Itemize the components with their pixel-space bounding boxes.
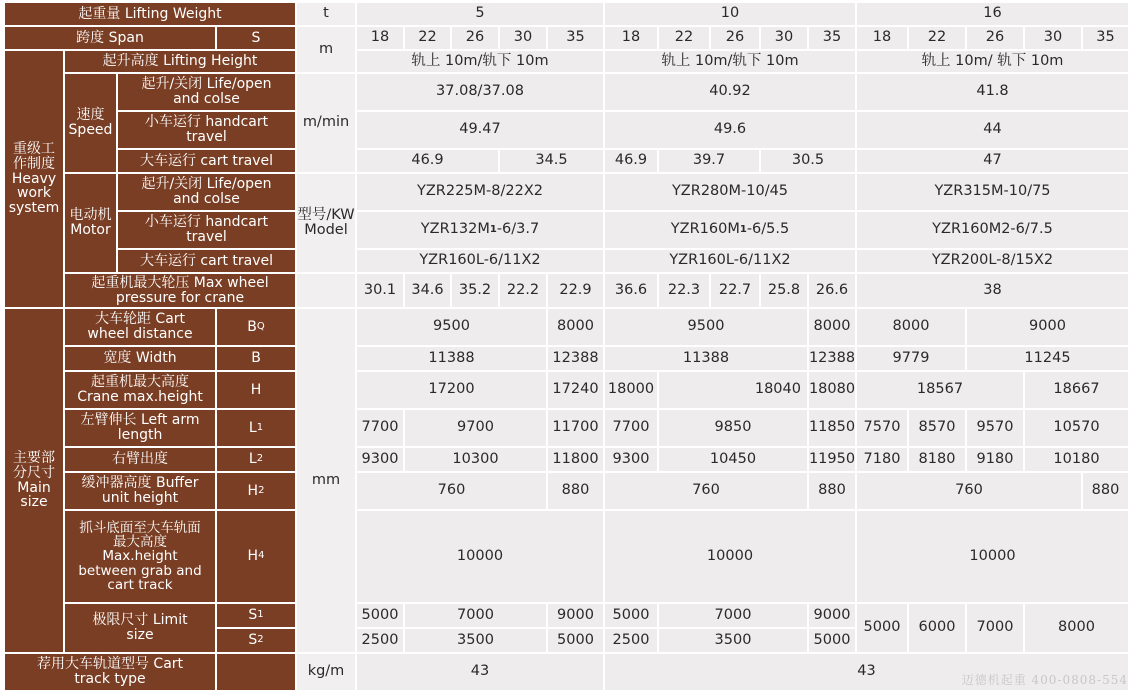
symbol-l2-letter: L xyxy=(248,451,257,468)
header-grab-height: 抓斗底面至大车轨面 最大高度 Max.height between grab and cart track xyxy=(64,510,216,603)
span-cell: 35 xyxy=(1082,26,1129,50)
span-cell: 35 xyxy=(547,26,604,50)
span-cell: 30 xyxy=(1024,26,1082,50)
wheel-pressure-cell: 22.7 xyxy=(710,273,760,308)
wheel-pressure-cell: 25.8 xyxy=(760,273,808,308)
bq-cell: 8000 xyxy=(808,308,856,346)
l1-cell: 11700 xyxy=(547,409,604,447)
l2-cell: 9300 xyxy=(604,447,658,472)
symbol-s1 xyxy=(216,603,296,628)
l1-cell: 8570 xyxy=(908,409,966,447)
header-main-size: 主要部 分尺寸 Main size xyxy=(4,308,64,653)
handcart-speed-5: 49.47 xyxy=(356,111,604,149)
symbol-s2 xyxy=(216,628,296,653)
header-motor: 电动机 Motor xyxy=(64,173,117,273)
h2-cell: 760 xyxy=(356,472,547,510)
cart-speed-cell: 46.9 xyxy=(356,149,499,173)
s1-cell: 5000 xyxy=(356,603,404,628)
lifting-height-10: 轨上 10m/轨下 10m xyxy=(604,50,856,73)
unit-t: t xyxy=(296,2,356,26)
unit-kg-m: kg/m xyxy=(296,653,356,691)
symbol-s1-letter: S xyxy=(248,607,258,624)
b-cell: 12388 xyxy=(547,346,604,371)
watermark: 迈德机起重 400-0808-554 xyxy=(961,672,1128,687)
span-cell: 30 xyxy=(499,26,547,50)
h4-5: 10000 xyxy=(356,510,604,603)
symbol-h: H xyxy=(216,371,296,409)
handcart-motor-10-b: -6/5.5 xyxy=(746,221,790,238)
symbol-s2-sub: 2 xyxy=(257,634,264,646)
bq-cell: 9500 xyxy=(356,308,547,346)
hoist-motor-16: YZR315M-10/75 xyxy=(856,173,1129,211)
span-cell: 26 xyxy=(966,26,1024,50)
handcart-motor-5-sub: 1 xyxy=(489,223,497,235)
l2-cell: 11800 xyxy=(547,447,604,472)
handcart-motor-5-b: -6/3.7 xyxy=(496,221,540,238)
l2-cell: 9300 xyxy=(356,447,404,472)
hoist-speed-16: 41.8 xyxy=(856,73,1129,111)
wheel-pressure-cell: 30.1 xyxy=(356,273,404,308)
s-16-cell: 8000 xyxy=(1024,603,1129,653)
l2-cell: 10300 xyxy=(404,447,547,472)
cart-speed-cell: 39.7 xyxy=(658,149,760,173)
s2-cell: 5000 xyxy=(808,628,856,653)
wheel-pressure-cell: 22.3 xyxy=(658,273,710,308)
s1-cell: 7000 xyxy=(658,603,808,628)
weight-10: 10 xyxy=(604,2,856,26)
weight-16: 16 xyxy=(856,2,1129,26)
header-cart-wheel-distance: 大车轮距 Cart wheel distance xyxy=(64,308,216,346)
l2-cell: 9180 xyxy=(966,447,1024,472)
symbol-h4 xyxy=(216,510,296,603)
s1-cell: 9000 xyxy=(808,603,856,628)
header-motor-hoist: 起升/关闭 Life/open and colse xyxy=(117,173,296,211)
s-16-cell: 7000 xyxy=(966,603,1024,653)
bq-cell: 8000 xyxy=(856,308,966,346)
l2-cell: 7180 xyxy=(856,447,908,472)
header-speed-hoist: 起升/关闭 Life/open and colse xyxy=(117,73,296,111)
span-cell: 18 xyxy=(356,26,404,50)
weight-5: 5 xyxy=(356,2,604,26)
cart-motor-10: YZR160L-6/11X2 xyxy=(604,249,856,273)
header-crane-max-height: 起重机最大高度 Crane max.height xyxy=(64,371,216,409)
h-cell: 18667 xyxy=(1024,371,1129,409)
symbol-bq-sub: Q xyxy=(256,320,265,332)
span-cell: 22 xyxy=(404,26,451,50)
h2-cell: 880 xyxy=(1082,472,1129,510)
l1-cell: 9700 xyxy=(404,409,547,447)
span-cell: 26 xyxy=(451,26,499,50)
wheel-pressure-cell: 22.9 xyxy=(547,273,604,308)
symbol-span: S xyxy=(216,26,296,50)
symbol-h4-sub: 4 xyxy=(258,550,265,562)
h-cell: 18000 xyxy=(604,371,658,409)
s1-cell: 5000 xyxy=(604,603,658,628)
l1-cell: 11850 xyxy=(808,409,856,447)
l2-cell: 8180 xyxy=(908,447,966,472)
cart-speed-cell: 46.9 xyxy=(604,149,658,173)
cart-speed-cell: 30.5 xyxy=(760,149,856,173)
handcart-motor-5-a: YZR132M xyxy=(420,221,490,238)
symbol-s2-letter: S xyxy=(248,632,258,649)
s1-cell: 7000 xyxy=(404,603,547,628)
handcart-motor-10 xyxy=(604,211,856,249)
h-cell: 17240 xyxy=(547,371,604,409)
symbol-b: B xyxy=(216,346,296,371)
cart-motor-5: YZR160L-6/11X2 xyxy=(356,249,604,273)
handcart-motor-10-sub: 1 xyxy=(739,223,747,235)
cart-track-5: 43 xyxy=(356,653,604,691)
wheel-pressure-cell: 26.6 xyxy=(808,273,856,308)
wheel-pressure-cell: 35.2 xyxy=(451,273,499,308)
header-width: 宽度 Width xyxy=(64,346,216,371)
header-lifting-height: 起升高度 Lifting Height xyxy=(64,50,296,73)
symbol-l2 xyxy=(216,447,296,472)
handcart-speed-16: 44 xyxy=(856,111,1129,149)
header-speed-cart: 大车运行 cart travel xyxy=(117,149,296,173)
h-cell: 18040 xyxy=(658,371,808,409)
wheel-pressure-cell: 36.6 xyxy=(604,273,658,308)
h2-cell: 880 xyxy=(808,472,856,510)
hoist-speed-5: 37.08/37.08 xyxy=(356,73,604,111)
l1-cell: 7700 xyxy=(604,409,658,447)
s2-cell: 2500 xyxy=(604,628,658,653)
header-lifting-weight: 起重量 Lifting Weight xyxy=(4,2,296,26)
s2-cell: 3500 xyxy=(658,628,808,653)
h2-cell: 760 xyxy=(856,472,1082,510)
b-cell: 11245 xyxy=(966,346,1129,371)
header-span: 跨度 Span xyxy=(4,26,216,50)
s-16-cell: 6000 xyxy=(908,603,966,653)
unit-blank xyxy=(296,273,356,308)
span-cell: 18 xyxy=(604,26,658,50)
l1-cell: 9850 xyxy=(658,409,808,447)
h4-16: 10000 xyxy=(856,510,1129,603)
header-left-arm-length: 左臂伸长 Left arm length xyxy=(64,409,216,447)
cart-motor-16: YZR200L-8/15X2 xyxy=(856,249,1129,273)
unit-model: 型号/KW Model xyxy=(296,173,356,273)
s2-cell: 5000 xyxy=(547,628,604,653)
cart-speed-cell: 34.5 xyxy=(499,149,604,173)
unit-m: m xyxy=(296,26,356,73)
h-cell: 18080 xyxy=(808,371,856,409)
hoist-speed-10: 40.92 xyxy=(604,73,856,111)
header-motor-handcart: 小车运行 handcart travel xyxy=(117,211,296,249)
handcart-motor-5 xyxy=(356,211,604,249)
header-cart-track-type: 荐用大车轨道型号 Cart track type xyxy=(4,653,216,691)
handcart-motor-10-a: YZR160M xyxy=(670,221,740,238)
l1-cell: 7570 xyxy=(856,409,908,447)
h2-cell: 760 xyxy=(604,472,808,510)
unit-mm: mm xyxy=(296,308,356,653)
h-cell: 18567 xyxy=(856,371,1024,409)
cart-track-10-16: 43 xyxy=(604,653,1129,691)
span-cell: 22 xyxy=(658,26,710,50)
cart-speed-cell: 47 xyxy=(856,149,1129,173)
symbol-h2-sub: 2 xyxy=(258,484,265,496)
h2-cell: 880 xyxy=(547,472,604,510)
s1-cell: 9000 xyxy=(547,603,604,628)
symbol-bq-letter: B xyxy=(247,318,257,335)
span-cell: 35 xyxy=(808,26,856,50)
bq-cell: 9000 xyxy=(966,308,1129,346)
bq-cell: 9500 xyxy=(604,308,808,346)
handcart-speed-10: 49.6 xyxy=(604,111,856,149)
symbol-h2-letter: H xyxy=(247,482,259,499)
symbol-l1-letter: L xyxy=(248,419,257,436)
b-cell: 12388 xyxy=(808,346,856,371)
wheel-pressure-cell: 38 xyxy=(856,273,1129,308)
l2-cell: 10180 xyxy=(1024,447,1129,472)
b-cell: 11388 xyxy=(356,346,547,371)
s2-cell: 2500 xyxy=(356,628,404,653)
l1-cell: 10570 xyxy=(1024,409,1129,447)
symbol-l1 xyxy=(216,409,296,447)
l2-cell: 11950 xyxy=(808,447,856,472)
header-max-wheel-pressure: 起重机最大轮压 Max wheel pressure for crane xyxy=(64,273,296,308)
s-16-cell: 5000 xyxy=(856,603,908,653)
symbol-bq xyxy=(216,308,296,346)
header-speed-handcart: 小车运行 handcart travel xyxy=(117,111,296,149)
wheel-pressure-cell: 34.6 xyxy=(404,273,451,308)
header-limit-size: 极限尺寸 Limit size xyxy=(64,603,216,653)
header-heavy-work-system: 重级工 作制度 Heavy work system xyxy=(4,50,64,308)
symbol-l1-sub: 1 xyxy=(256,421,264,433)
header-speed: 速度 Speed xyxy=(64,73,117,173)
l2-cell: 10450 xyxy=(658,447,808,472)
wheel-pressure-cell: 22.2 xyxy=(499,273,547,308)
span-cell: 26 xyxy=(710,26,760,50)
lifting-height-5: 轨上 10m/轨下 10m xyxy=(356,50,604,73)
l1-cell: 7700 xyxy=(356,409,404,447)
span-cell: 18 xyxy=(856,26,908,50)
lifting-height-16: 轨上 10m/ 轨下 10m xyxy=(856,50,1129,73)
symbol-h2 xyxy=(216,472,296,510)
l1-cell: 9570 xyxy=(966,409,1024,447)
span-cell: 22 xyxy=(908,26,966,50)
hoist-motor-5: YZR225M-8/22X2 xyxy=(356,173,604,211)
bq-cell: 8000 xyxy=(547,308,604,346)
b-cell: 11388 xyxy=(604,346,808,371)
hoist-motor-10: YZR280M-10/45 xyxy=(604,173,856,211)
handcart-motor-16: YZR160M2-6/7.5 xyxy=(856,211,1129,249)
unit-m-min: m/min xyxy=(296,73,356,173)
symbol-h4-letter: H xyxy=(247,548,259,565)
s2-cell: 3500 xyxy=(404,628,547,653)
h4-10: 10000 xyxy=(604,510,856,603)
h-cell: 17200 xyxy=(356,371,547,409)
header-motor-cart: 大车运行 cart travel xyxy=(117,249,296,273)
symbol-s1-sub: 1 xyxy=(257,609,264,621)
symbol-l2-sub: 2 xyxy=(256,453,264,465)
header-buffer-unit-height: 缓冲器高度 Buffer unit height xyxy=(64,472,216,510)
span-cell: 30 xyxy=(760,26,808,50)
header-right-arm: 右臂出度 xyxy=(64,447,216,472)
symbol-track-blank xyxy=(216,653,296,691)
b-cell: 9779 xyxy=(856,346,966,371)
